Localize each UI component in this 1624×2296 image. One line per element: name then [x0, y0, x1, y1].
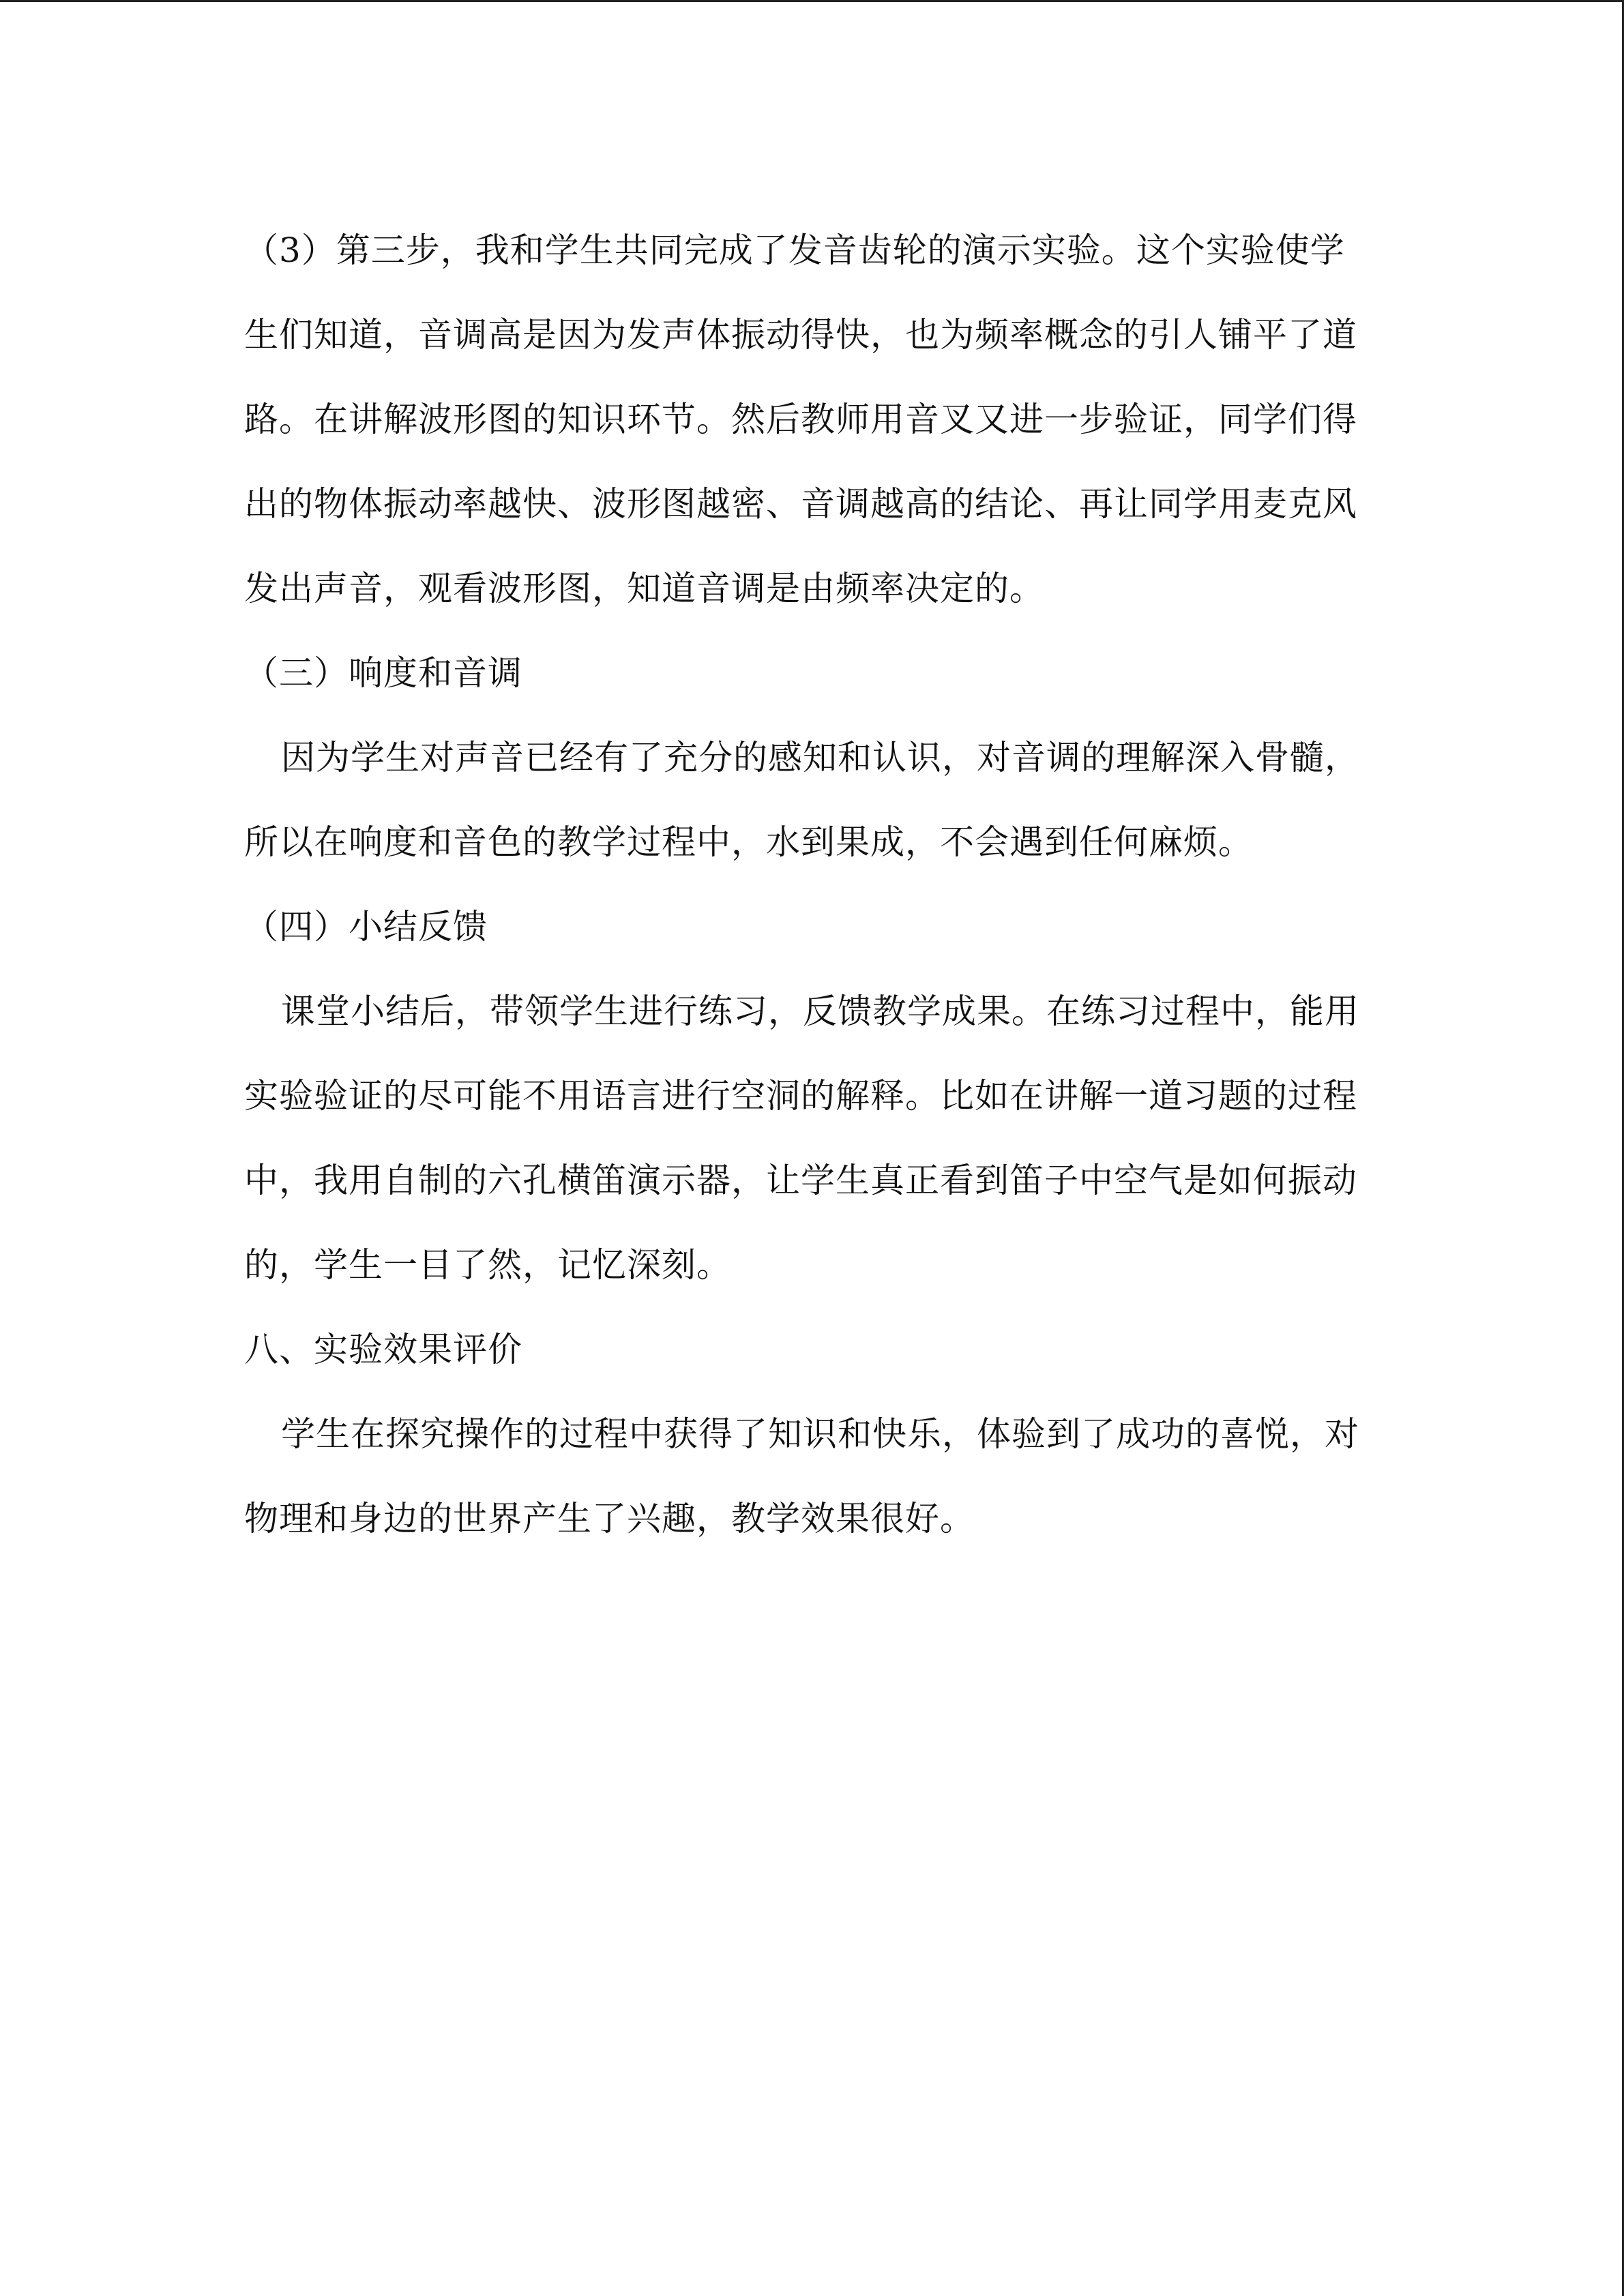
section-heading-loudness-pitch: （三）响度和音调: [244, 653, 522, 693]
paragraph-summary-feedback: 课堂小结后，带领学生进行练习，反馈教学成果。在练习过程中，能用实验验证的尽可能不用语言进行空洞的解释。比如在讲解一道习题的过程中，我用自制的六孔横笛演示器，让学生真正看到笛子中空气是如何振动的，学生一目了然，记忆深刻。: [244, 992, 1359, 1285]
paragraph-evaluation: 学生在探究操作的过程中获得了知识和快乐，体验到了成功的喜悦，对物理和身边的世界产生了兴趣，教学效果很好。: [244, 1414, 1359, 1538]
paragraph-step-three: （3）第三步，我和学生共同完成了发音齿轮的演示实验。这个实验使学生们知道，音调高是因为发声体振动得快，也为频率概念的引人铺平了道路。在讲解波形图的知识环节。然后教师用音叉又进一步验证，同学们得出的物体振动率越快、波形图越密、音调越高的结论、再让同学用麦克风发出声音，观看波形图，知道音调是由频率决定的。: [244, 230, 1357, 608]
paragraph-loudness-timbre: 因为学生对声音已经有了充分的感知和认识，对音调的理解深入骨髓，所以在响度和音色的教学过程中，水到果成，不会遇到任何麻烦。: [244, 738, 1359, 862]
section-heading-evaluation: 八、实验效果评价: [244, 1330, 522, 1369]
page-top-border: [0, 0, 1624, 2]
document-page: [244, 208, 1376, 1561]
section-heading-summary-feedback: （四）小结反馈: [244, 907, 488, 946]
